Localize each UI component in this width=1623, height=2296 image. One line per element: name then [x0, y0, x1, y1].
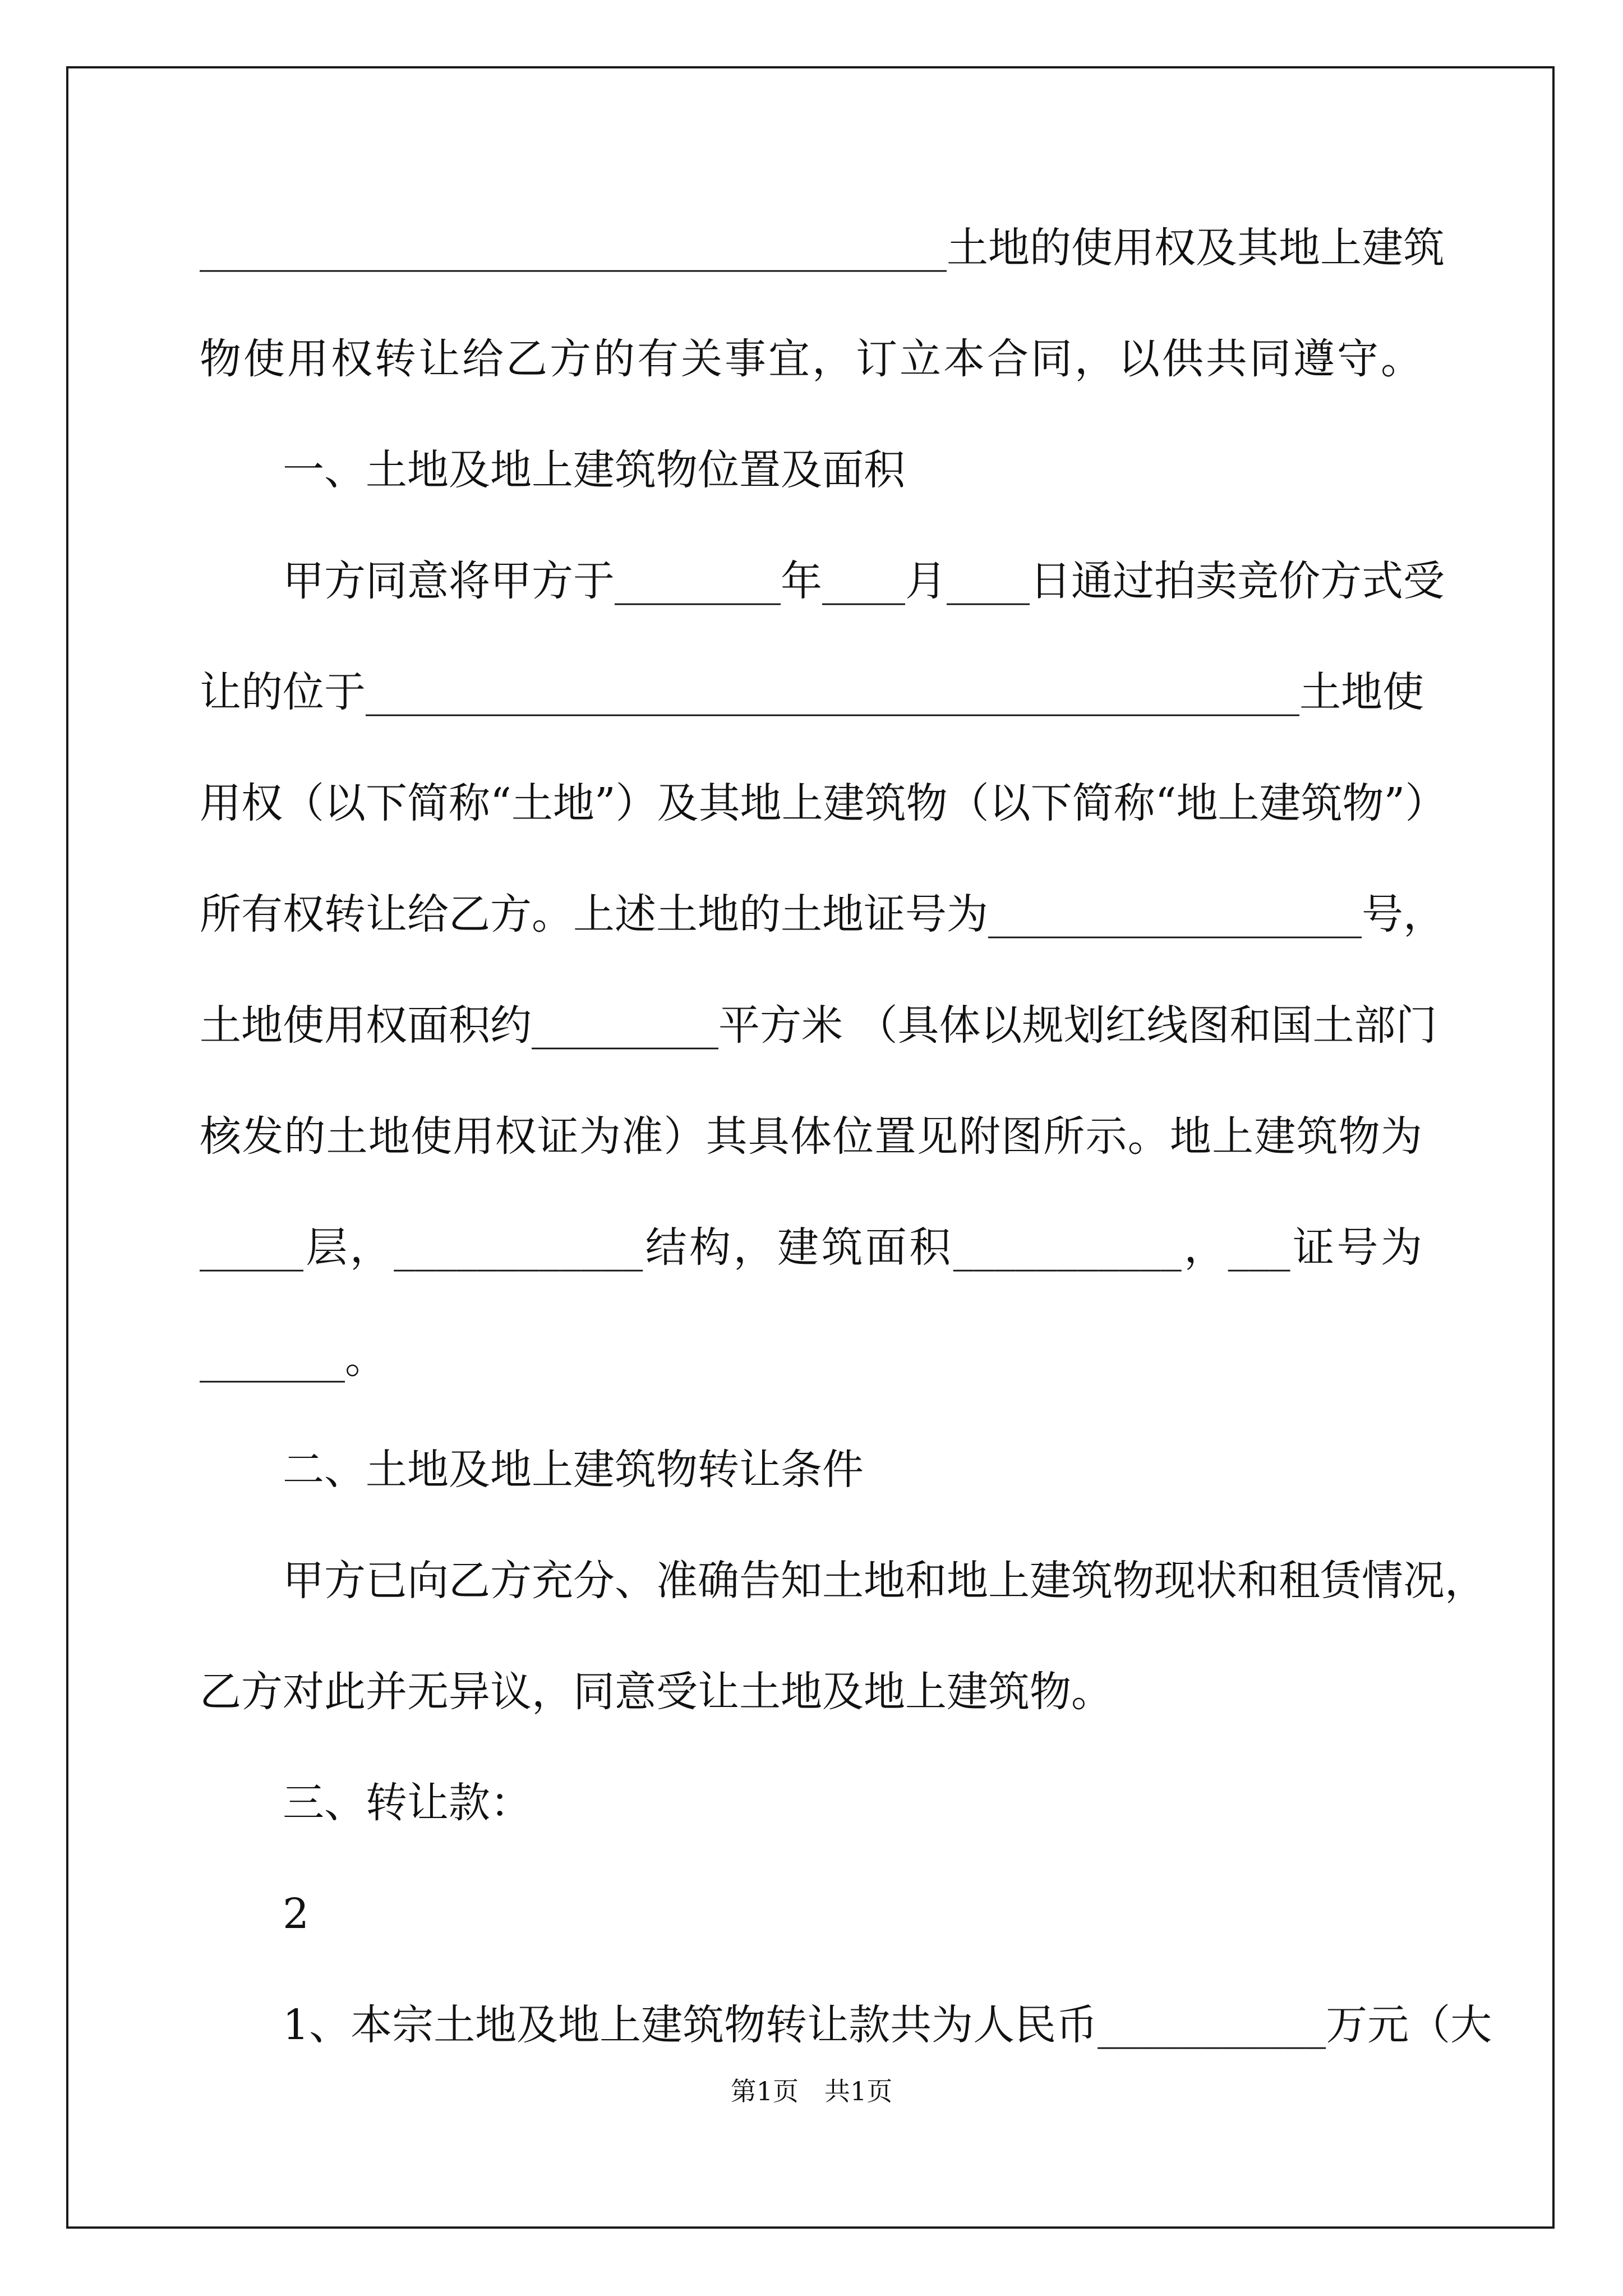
section-heading: 一、土地及地上建筑物位置及面积: [283, 446, 905, 494]
paragraph-line: 物使用权转让给乙方的有关事宜，订立本合同，以供共同遵守。: [200, 335, 1422, 383]
paragraph-line: _______。: [200, 1335, 386, 1383]
paragraph-line: 用权（以下简称“土地”）及其地上建筑物（以下简称“地上建筑物”）: [200, 779, 1447, 827]
paragraph-line: 甲方已向乙方充分、准确告知土地和地上建筑物现状和租赁情况，: [283, 1557, 1486, 1605]
paragraph-line: 所有权转让给乙方。上述土地的土地证号为__________________号，: [200, 890, 1445, 938]
paragraph-line: 让的位于_____________________________________________土地使: [200, 668, 1424, 716]
paragraph-line: ____________________________________土地的使用权及其地上建筑: [200, 224, 1445, 272]
paragraph-line: 1、本宗土地及地上建筑物转让款共为人民币___________万元（大: [283, 2001, 1492, 2049]
paragraph-line: 土地使用权面积约_________平方米 （具体以规划红线图和国土部门: [200, 1001, 1437, 1050]
page-footer: 第1页 共1页: [730, 2076, 893, 2106]
section-heading: 三、转让款：: [283, 1779, 532, 1827]
section-heading: 二、土地及地上建筑物转让条件: [283, 1446, 864, 1494]
paragraph-line: 核发的土地使用权证为准）其具体位置见附图所示。地上建筑物为: [200, 1112, 1422, 1161]
paragraph-line: _____层，____________结构，建筑面积___________，___证号为: [200, 1223, 1422, 1272]
paragraph-line: 乙方对此并无异议，同意受让土地及地上建筑物。: [200, 1668, 1113, 1716]
paragraph-line: 甲方同意将甲方于________年____月____日通过拍卖竞价方式受: [283, 557, 1445, 605]
page-number-marker: 2: [283, 1890, 310, 1938]
